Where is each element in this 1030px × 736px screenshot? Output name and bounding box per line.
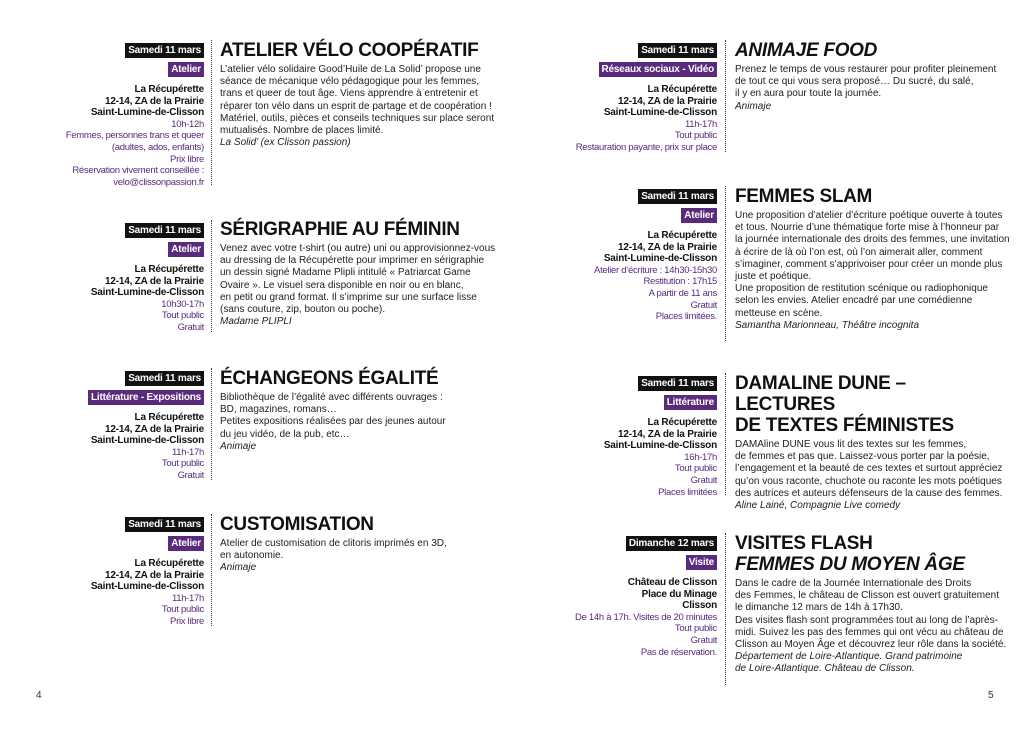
description-line: Une proposition d’atelier d’écriture poétique ouverte à toutes <box>735 210 1003 221</box>
event-title: FEMMES SLAM <box>735 186 873 207</box>
description-line: s’imaginer, comment s’apprivoiser pour créer un monde plus <box>735 258 1003 270</box>
event-content <box>735 40 1000 113</box>
detail-line: (adultes, ados, enfants) <box>111 141 204 153</box>
event-description <box>220 538 510 575</box>
event-category: Littérature - Expositions <box>88 390 204 405</box>
description-line: Ovaire ». Le visuel sera disponible en noir ou en blanc, <box>220 279 464 291</box>
divider <box>725 533 726 685</box>
location-line: La Récupérette <box>647 230 717 241</box>
event-content <box>220 219 510 328</box>
location-line: Clisson <box>682 600 717 612</box>
description-line: (sans couture, zip, bouton ou poche). <box>220 304 386 316</box>
description-line: et tous. Nourrie d’une thématique forte mise à l’honneur par <box>735 222 1000 234</box>
description-line: Petites expositions réalisées par des jeunes autour <box>220 416 446 428</box>
location-line: Saint-Lumine-de-Clisson <box>603 440 717 452</box>
description-line: Bibliothèque de l’égalité avec différents ouvrages : <box>220 392 443 403</box>
location-line: 12-14, ZA de la Prairie <box>105 275 204 287</box>
title-line: DE TEXTES FÉMINISTES <box>735 415 954 436</box>
event-meta <box>40 368 204 482</box>
detail-line: 11h-17h <box>684 118 717 130</box>
location-line: 12-14, ZA de la Prairie <box>105 569 204 581</box>
detail-line: Tout public <box>161 604 204 616</box>
detail-line: Tout public <box>674 130 717 142</box>
detail-line: Prix libre <box>170 615 204 627</box>
description-line: de femmes et pas que. Laissez-vous porter par la poésie, <box>735 451 990 463</box>
event-date: Samedi 11 mars <box>125 517 204 532</box>
title-line: VISITES FLASH <box>735 533 873 554</box>
divider <box>211 514 212 626</box>
detail-line: Places limitées <box>658 486 717 498</box>
event-location <box>40 412 204 447</box>
location-line: La Récupérette <box>134 412 204 423</box>
detail-line: Gratuit <box>690 634 717 646</box>
event-location <box>540 230 717 265</box>
page-number-left: 4 <box>36 690 42 701</box>
event-description <box>220 64 510 149</box>
event-meta <box>40 40 204 188</box>
event-title: ÉCHANGEONS ÉGALITÉ <box>220 368 439 389</box>
detail-line: Pas de réservation. <box>640 646 717 658</box>
event-content <box>735 373 1003 512</box>
location-line: La Récupérette <box>134 558 204 569</box>
event-credit: Animaje <box>220 440 257 452</box>
title-line: DAMALINE DUNE – LECTURES <box>735 373 906 415</box>
event-category: Atelier <box>168 536 204 551</box>
event-content <box>220 368 510 453</box>
description-line: L’atelier vélo solidaire Good’Huile de La Solid’ propose une <box>220 64 481 75</box>
detail-line: 10h30-17h <box>161 298 204 310</box>
detail-line: Gratuit <box>690 474 717 486</box>
description-line: Venez avec votre t-shirt (ou autre) uni ou approvisionnez-vous <box>220 243 496 254</box>
divider <box>725 40 726 152</box>
description-line: juste et poétique. <box>735 271 812 283</box>
location-line: 12-14, ZA de la Prairie <box>618 95 717 107</box>
detail-line: Gratuit <box>177 469 204 481</box>
event-credit: Samantha Marionneau, Théâtre incognita <box>735 319 920 331</box>
description-line: le dimanche 12 mars de 14h à 17h30. <box>735 602 903 614</box>
description-line: Matériel, outils, pièces et conseils techniques sur place seront <box>220 112 495 124</box>
event-content <box>220 514 510 575</box>
event-date: Samedi 11 mars <box>638 189 717 204</box>
location-line: 12-14, ZA de la Prairie <box>105 95 204 107</box>
credit-line: Département de Loire-Atlantique. Grand patrimoine <box>735 651 963 663</box>
location-line: Saint-Lumine-de-Clisson <box>90 287 204 299</box>
event-location <box>540 417 717 452</box>
description-line: réparer ton vélo dans un esprit de partage et de coopération ! <box>220 100 492 112</box>
description-line: la journée internationale des droits des femmes, une invitation <box>735 234 1010 246</box>
event-details <box>540 265 717 323</box>
event-credit <box>735 651 1000 675</box>
event-description <box>220 243 510 328</box>
description-line: metteuse en scène. <box>735 307 823 319</box>
detail-line: Tout public <box>161 310 204 322</box>
event-description <box>735 578 1007 676</box>
description-line: au dressing de la Récupérette pour imprimer en sérigraphie <box>220 255 485 267</box>
detail-line: Tout public <box>674 463 717 475</box>
event-credit: Aline Lainé, Compagnie Live comedy <box>735 500 901 512</box>
location-line: 12-14, ZA de la Prairie <box>618 428 717 440</box>
detail-line: Gratuit <box>690 299 717 311</box>
location-line: La Récupérette <box>647 417 717 428</box>
event-meta <box>540 373 717 498</box>
event-location <box>540 577 717 612</box>
detail-line: 10h-12h <box>171 118 204 130</box>
event-date: Samedi 11 mars <box>638 43 717 58</box>
event-meta <box>540 186 717 323</box>
description-line: en petit ou grand format. Il s’imprime sur une surface lisse <box>220 291 477 303</box>
title-line: FEMMES DU MOYEN ÂGE <box>735 554 965 575</box>
event-title <box>735 533 1000 575</box>
detail-line: A partir de 11 ans <box>648 287 717 299</box>
location-line: Place du Minage <box>641 588 717 600</box>
detail-line: Prix libre <box>170 153 204 165</box>
description-line: l’engagement et la beauté de ces textes et surtout appréciez <box>735 463 1003 475</box>
detail-line: 11h-17h <box>171 446 204 458</box>
divider <box>211 220 212 332</box>
description-line: un dessin signé Madame Plipli intitulé « Patriarcat Game <box>220 267 471 279</box>
location-line: 12-14, ZA de la Prairie <box>618 241 717 253</box>
event-location <box>40 84 204 119</box>
location-line: Saint-Lumine-de-Clisson <box>90 435 204 447</box>
description-line: des autrices et auteurs défenseurs de la cause des femmes. <box>735 487 1003 499</box>
event-content <box>220 40 510 149</box>
description-line: des Femmes, le château de Clisson est ouvert gratuitement <box>735 590 1000 602</box>
location-line: La Récupérette <box>647 84 717 95</box>
event-credit: Animaje <box>220 562 257 574</box>
event-content <box>735 533 1007 676</box>
event-credit: La Solid’ (ex Clisson passion) <box>220 137 351 149</box>
description-line: en autonomie. <box>220 550 284 562</box>
detail-line: 16h-17h <box>684 451 717 463</box>
description-line: séance de mécanique vélo pédagogique pour les femmes, <box>220 76 480 88</box>
event-meta <box>40 220 204 334</box>
event-category: Littérature <box>664 395 717 410</box>
event-date: Samedi 11 mars <box>125 371 204 386</box>
detail-line: Réservation vivement conseillée : <box>72 165 204 177</box>
event-details <box>540 452 717 498</box>
detail-line: Gratuit <box>177 321 204 333</box>
event-credit: Madame PLIPLI <box>220 316 292 328</box>
event-meta <box>540 533 717 658</box>
event-category: Visite <box>686 555 717 570</box>
location-line: Château de Clisson <box>627 577 717 588</box>
event-location <box>540 84 717 119</box>
event-location <box>40 558 204 593</box>
credit-line: de Loire-Atlantique. Château de Clisson. <box>735 663 915 675</box>
event-date: Samedi 11 mars <box>125 43 204 58</box>
description-line: Clisson au Moyen Âge et découvrez leur rôle dans la société. <box>735 639 1007 651</box>
event-title: ANIMAJE FOOD <box>735 40 878 61</box>
detail-line: Tout public <box>161 458 204 470</box>
event-details <box>40 593 204 628</box>
event-meta <box>540 40 717 154</box>
description-line: DAMAline DUNE vous lit des textes sur les femmes, <box>735 439 967 450</box>
event-details <box>40 299 204 334</box>
event-title <box>735 373 1000 436</box>
description-line: BD, magazines, romans… <box>220 404 337 416</box>
event-category: Atelier <box>168 62 204 77</box>
event-description <box>735 210 1010 332</box>
event-date: Dimanche 12 mars <box>626 536 717 551</box>
event-title: ATELIER VÉLO COOPÉRATIF <box>220 40 479 61</box>
location-line: Saint-Lumine-de-Clisson <box>90 581 204 593</box>
description-line: Prenez le temps de vous restaurer pour profiter pleinement <box>735 64 997 75</box>
event-meta <box>40 514 204 628</box>
event-content <box>735 186 1010 332</box>
description-line: midi. Suivez les pas des femmes qui ont vécu au château de <box>735 626 1004 638</box>
description-line: mutualisés. Nombre de places limité. <box>220 125 384 137</box>
description-line: Des visites flash sont programmées tout au long de l’après- <box>735 614 998 626</box>
location-line: La Récupérette <box>134 84 204 95</box>
description-line: à écrire de là où l’on est, où l’on aimerait aller, comment <box>735 246 983 258</box>
description-line: il y en aura pour toute la journée. <box>735 88 882 100</box>
description-line: qu’on vous raconte, chuchote ou raconte les mots poétiques <box>735 475 1002 487</box>
event-date: Samedi 11 mars <box>125 223 204 238</box>
page-number-right: 5 <box>988 690 994 701</box>
event-description <box>735 439 1003 512</box>
detail-line: Restitution : 17h15 <box>643 276 717 288</box>
event-category: Atelier <box>681 208 717 223</box>
divider <box>725 186 726 341</box>
event-description <box>220 392 510 453</box>
detail-line: Atelier d’écriture : 14h30-15h30 <box>594 264 717 276</box>
event-details <box>40 119 204 189</box>
location-line: 12-14, ZA de la Prairie <box>105 423 204 435</box>
location-line: Saint-Lumine-de-Clisson <box>90 107 204 119</box>
detail-line: Femmes, personnes trans et queer <box>65 130 204 142</box>
event-details <box>540 612 717 658</box>
event-details <box>40 447 204 482</box>
description-line: Atelier de customisation de clitoris imprimés en 3D, <box>220 538 447 549</box>
event-title: CUSTOMISATION <box>220 514 374 535</box>
event-title: SÉRIGRAPHIE AU FÉMININ <box>220 219 460 240</box>
event-date: Samedi 11 mars <box>638 376 717 391</box>
detail-line: Restauration payante, prix sur place <box>575 141 717 153</box>
description-line: de tout ce qui vous sera proposé… Du sucré, du salé, <box>735 76 974 88</box>
detail-line: 11h-17h <box>171 592 204 604</box>
detail-line: Places limitées. <box>655 311 717 323</box>
detail-line[interactable]: velo@clissonpassion.fr <box>113 176 204 188</box>
event-category: Réseaux sociaux - Vidéo <box>599 62 718 77</box>
description-line: trans et queer de tout âge. Viens apprendre à entretenir et <box>220 88 478 100</box>
event-category: Atelier <box>168 242 204 257</box>
event-location <box>40 264 204 299</box>
location-line: La Récupérette <box>134 264 204 275</box>
detail-line: Tout public <box>674 623 717 635</box>
location-line: Saint-Lumine-de-Clisson <box>603 253 717 265</box>
event-details <box>540 119 717 154</box>
divider <box>211 40 212 185</box>
description-line: Dans le cadre de la Journée Internationale des Droits <box>735 578 972 589</box>
location-line: Saint-Lumine-de-Clisson <box>603 107 717 119</box>
event-credit: Animaje <box>735 100 772 112</box>
description-line: selon les envies. Atelier encadré par une comédienne <box>735 295 973 307</box>
detail-line: De 14h à 17h. Visites de 20 minutes <box>575 611 717 623</box>
divider <box>725 373 726 495</box>
description-line: Une proposition de restitution scénique ou radiophonique <box>735 283 988 295</box>
event-description <box>735 64 1000 113</box>
divider <box>211 368 212 480</box>
description-line: du jeu vidéo, de la pub, etc… <box>220 428 350 440</box>
